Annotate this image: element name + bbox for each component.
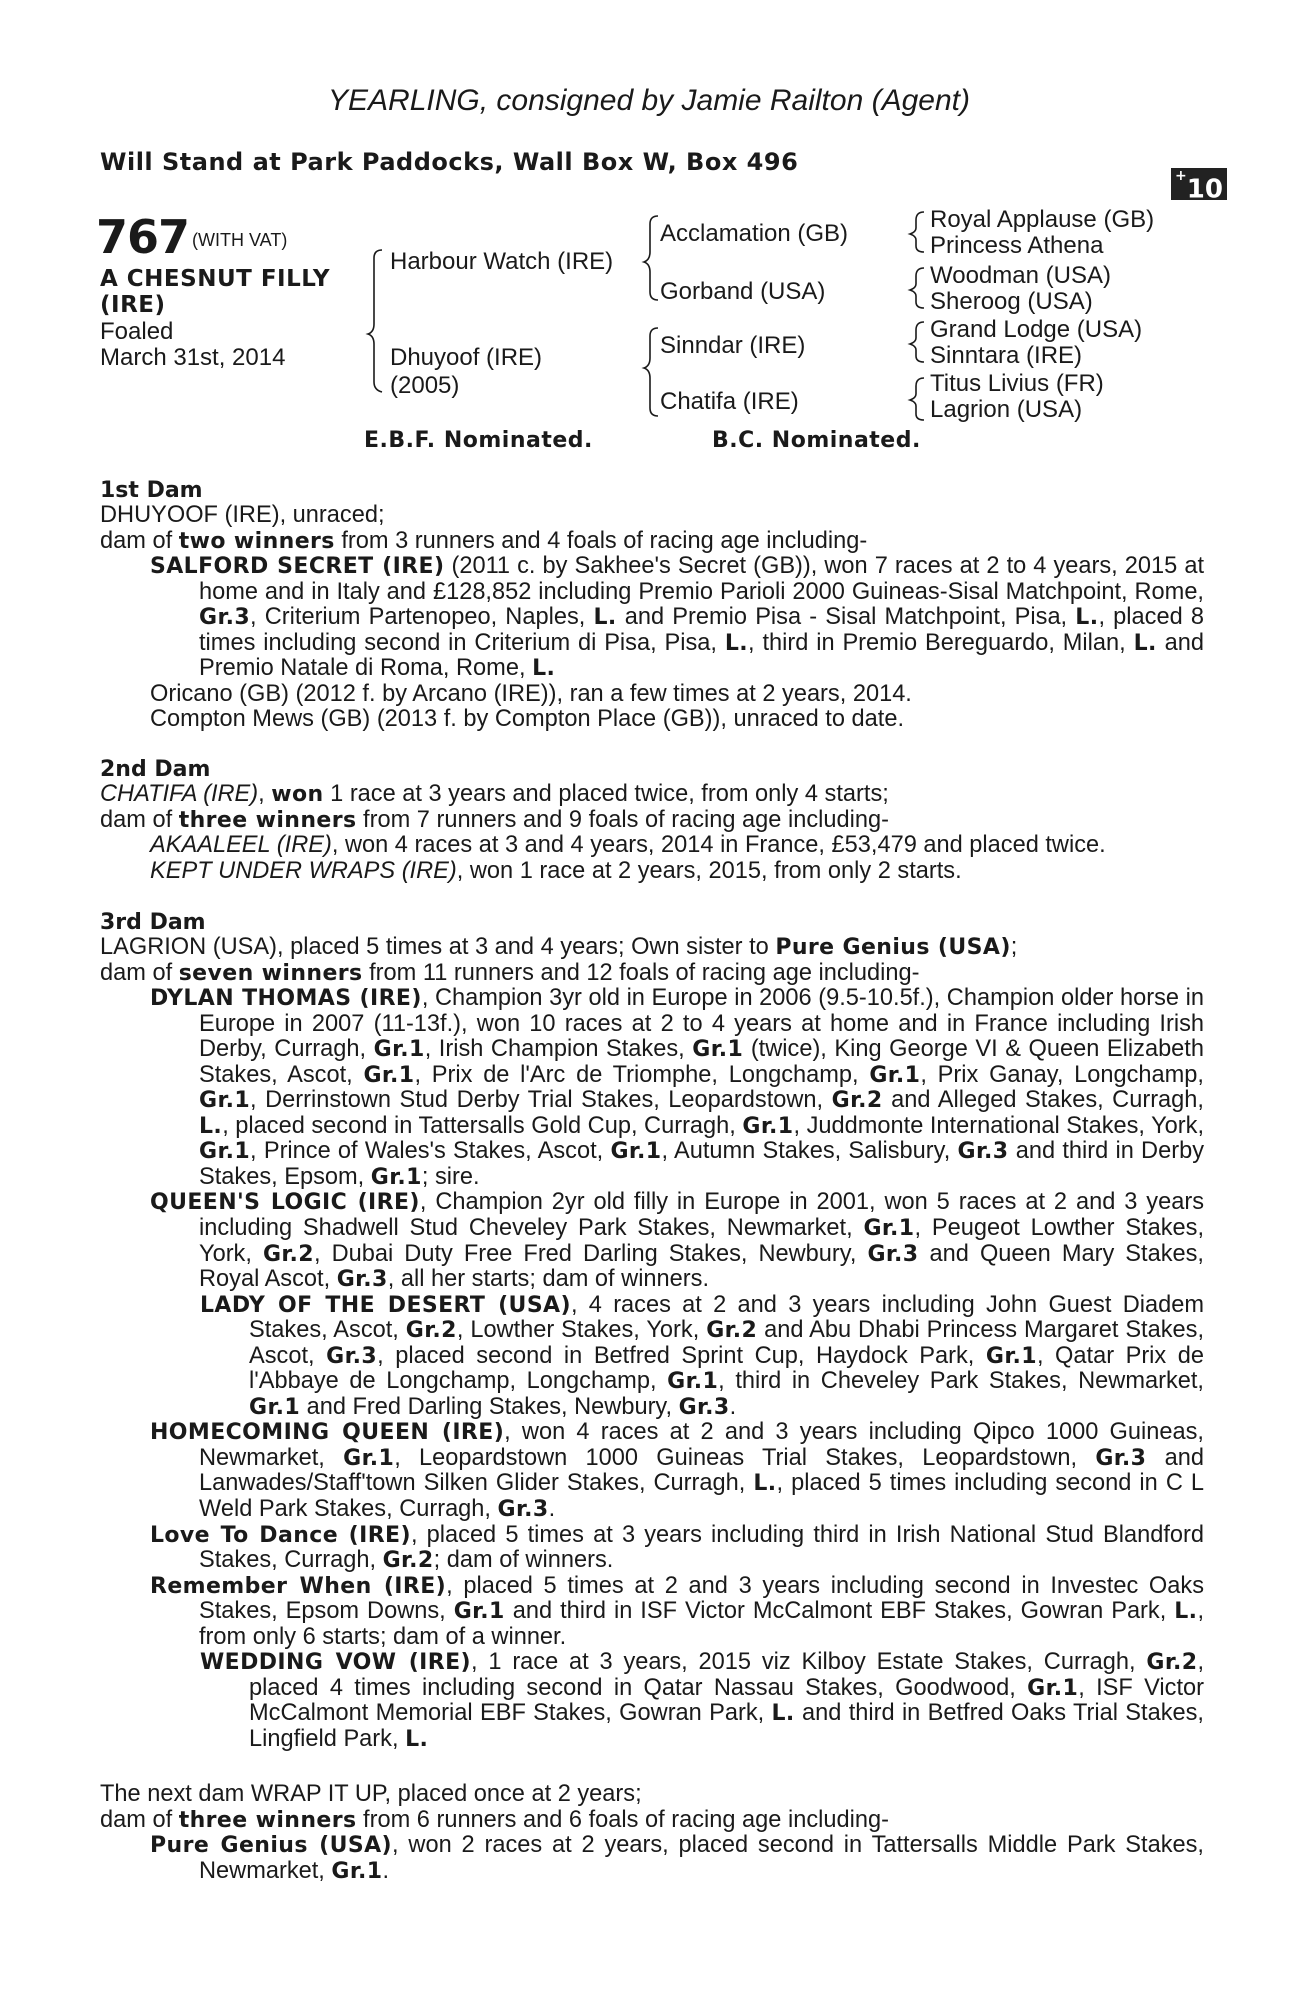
dam-sire-sire: Grand Lodge (USA): [930, 316, 1143, 343]
sire-dam: Gorband (USA): [660, 278, 826, 305]
third-dam-line: LAGRION (USA), placed 5 times at 3 and 4 years; Own sister to Pure Genius (USA);: [100, 934, 1018, 960]
second-dam-line: CHATIFA (IRE), won 1 race at 3 years and placed twice, from only 4 starts;: [100, 781, 889, 807]
produce-oricano: Oricano (GB) (2012 f. by Arcano (IRE)), ran a few times at 2 years, 2014.: [150, 680, 912, 707]
lot-name-line2: (IRE): [100, 292, 166, 318]
produce-homecoming-queen: HOMECOMING QUEEN (IRE), won 4 races at 2 and 3 years including Qipco 1000 Guineas, Newmarket, Gr.1, Leopardstown 1000 Guineas Trial Stakes, Leopardstown, Gr.3 and Lanwades/Staff'town Silken Glider Stakes, Curragh, L., placed 5 times including second in C L Weld Park Stakes, Curragh, Gr.3.: [150, 1419, 1205, 1523]
third-dam-section: [100, 935, 1204, 1753]
badge-mark: +: [1175, 168, 1187, 184]
dam-sire: Sinndar (IRE): [660, 332, 806, 359]
lot-name-line1: A CHESNUT FILLY: [100, 266, 330, 292]
next-dam-produce: dam of three winners from 6 runners and 6 foals of racing age including-: [100, 1806, 889, 1833]
sire-dam-sire: Woodman (USA): [930, 262, 1111, 289]
next-dam-section: [100, 1782, 1204, 1884]
third-dam-label: 3rd Dam: [100, 910, 206, 935]
second-dam-label: 2nd Dam: [100, 757, 211, 782]
produce-lady-of-the-desert: LADY OF THE DESERT (USA), 4 races at 2 and 3 years including John Guest Diadem Stakes, Ascot, Gr.2, Lowther Stakes, York, Gr.2 and Abu Dhabi Princess Margaret Stakes, Ascot, Gr.3, placed second in Betfred Sprint Cup, Haydock Park, Gr.1, Qatar Prix de l'Abbaye de Longchamp, Longchamp, Gr.1, third in Cheveley Park Stakes, Newmarket, Gr.1 and Fred Darling Stakes, Newbury, Gr.3.: [200, 1291, 1205, 1420]
sire-dam-dam: Sheroog (USA): [930, 288, 1093, 315]
produce-dylan-thomas: DYLAN THOMAS (IRE), Champion 3yr old in Europe in 2006 (9.5-10.5f.), Champion older horse in Europe in 2007 (11-13f.), won 10 races at 2 to 4 years at home and in France including Irish Derby, Curragh, Gr.1, Irish Champion Stakes, Gr.1 (twice), King George VI & Queen Elizabeth Stakes, Ascot, Gr.1, Prix de l'Arc de Triomphe, Longchamp, Gr.1, Prix Ganay, Longchamp, Gr.1, Derrinstown Stud Derby Trial Stakes, Leopardstown, Gr.2 and Alleged Stakes, Curragh, L., placed second in Tattersalls Gold Cup, Curragh, Gr.1, Juddmonte International Stakes, York, Gr.1, Prince of Wales's Stakes, Ascot, Gr.1, Autumn Stakes, Salisbury, Gr.3 and third in Derby Stakes, Epsom, Gr.1; sire.: [150, 985, 1205, 1190]
sire-sire: Acclamation (GB): [660, 220, 849, 247]
dam-year: (2005): [390, 372, 460, 399]
dam-sire-dam: Sinntara (IRE): [930, 342, 1083, 369]
produce-remember-when: Remember When (IRE), placed 5 times at 2 and 3 years including second in Investec Oaks Stakes, Epsom Downs, Gr.1 and third in ISF Victor McCalmont EBF Stakes, Gowran Park, L., from only 6 starts; dam of a winner.: [150, 1572, 1204, 1650]
second-dam-produce: dam of three winners from 7 runners and 9 foals of racing age including-: [100, 806, 889, 833]
ebf-nominated: E.B.F. Nominated.: [364, 428, 593, 453]
dam-dam-sire: Titus Livius (FR): [930, 370, 1104, 397]
foaled-label: Foaled: [100, 318, 174, 345]
bc-nominated: B.C. Nominated.: [712, 428, 921, 453]
brace-ss: [910, 212, 924, 252]
produce-wedding-vow: WEDDING VOW (IRE), 1 race at 3 years, 2015 viz Kilboy Estate Stakes, Curragh, Gr.2, placed 4 times including second in Qatar Nassau Stakes, Goodwood, Gr.1, ISF Victor McCalmont Memorial EBF Stakes, Gowran Park, L. and third in Betfred Oaks Trial Stakes, Lingfield Park, L.: [200, 1649, 1205, 1752]
second-dam-section: [100, 782, 1204, 884]
sire: Harbour Watch (IRE): [390, 248, 614, 275]
brace-ds: [910, 322, 924, 362]
first-dam-line: DHUYOOF (IRE), unraced;: [100, 502, 385, 528]
sire-brace: [644, 216, 658, 300]
foaled-date: March 31st, 2014: [100, 344, 286, 371]
sire-sire-sire: Royal Applause (GB): [930, 206, 1155, 233]
main-brace: [368, 250, 382, 392]
produce-akaaleel: AKAALEEL (IRE), won 4 races at 3 and 4 years, 2014 in France, £53,479 and placed twice.: [150, 832, 1106, 859]
produce-salford-secret: SALFORD SECRET (IRE) (2011 c. by Sakhee's Secret (GB)), won 7 races at 2 to 4 years, 2015 at home and in Italy and £128,852 including Premio Parioli 2000 Guineas-Sisal Matchpoint, Rome, Gr.3, Criterium Partenopeo, Naples, L. and Premio Pisa - Sisal Matchpoint, Pisa, L., placed 8 times including second in Criterium di Pisa, Pisa, L., third in Premio Bereguardo, Milan, L. and Premio Natale di Roma, Rome, L.: [150, 553, 1204, 682]
produce-compton-mews: Compton Mews (GB) (2013 f. by Compton Place (GB)), unraced to date.: [150, 706, 905, 733]
catalogue-title: YEARLING, consigned by Jamie Railton (Agent): [328, 84, 970, 117]
lot-number: 767: [96, 210, 190, 264]
produce-queens-logic: QUEEN'S LOGIC (IRE), Champion 2yr old filly in Europe in 2001, won 5 races at 2 and 3 years including Shadwell Stud Cheveley Park Stakes, Newmarket, Gr.1, Peugeot Lowther Stakes, York, Gr.2, Dubai Duty Free Fred Darling Stakes, Newbury, Gr.3 and Queen Mary Stakes, Royal Ascot, Gr.3, all her starts; dam of winners.: [150, 1189, 1205, 1293]
first-dam-section: [100, 503, 1204, 733]
sire-sire-dam: Princess Athena: [930, 232, 1104, 259]
first-dam-produce: dam of two winners from 3 runners and 4 foals of racing age including-: [100, 527, 868, 554]
brace-dd: [910, 378, 924, 420]
produce-kept-under-wraps: KEPT UNDER WRAPS (IRE), won 1 race at 2 years, 2015, from only 2 starts.: [150, 857, 962, 884]
dam: Dhuyoof (IRE): [390, 344, 543, 371]
first-dam-label: 1st Dam: [100, 478, 203, 503]
stand-location: Will Stand at Park Paddocks, Wall Box W, Box 496: [100, 148, 799, 176]
dam-dam: Chatifa (IRE): [660, 388, 799, 415]
next-dam-line: The next dam WRAP IT UP, placed once at 2 years;: [100, 1781, 642, 1807]
dam-dam-dam: Lagrion (USA): [930, 396, 1083, 423]
brace-sd: [910, 268, 924, 308]
badge-number: 10: [1186, 174, 1223, 205]
third-dam-produce: dam of seven winners from 11 runners and 12 foals of racing age including-: [100, 959, 920, 986]
produce-pure-genius: Pure Genius (USA), won 2 races at 2 years, placed second in Tattersalls Middle Park Stakes, Newmarket, Gr.1.: [150, 1832, 1204, 1884]
produce-love-to-dance: Love To Dance (IRE), placed 5 times at 3 years including third in Irish National Stud Blandford Stakes, Curragh, Gr.2; dam of winners.: [150, 1521, 1205, 1574]
dam-brace: [644, 328, 658, 416]
vat-note: (WITH VAT): [192, 230, 288, 250]
